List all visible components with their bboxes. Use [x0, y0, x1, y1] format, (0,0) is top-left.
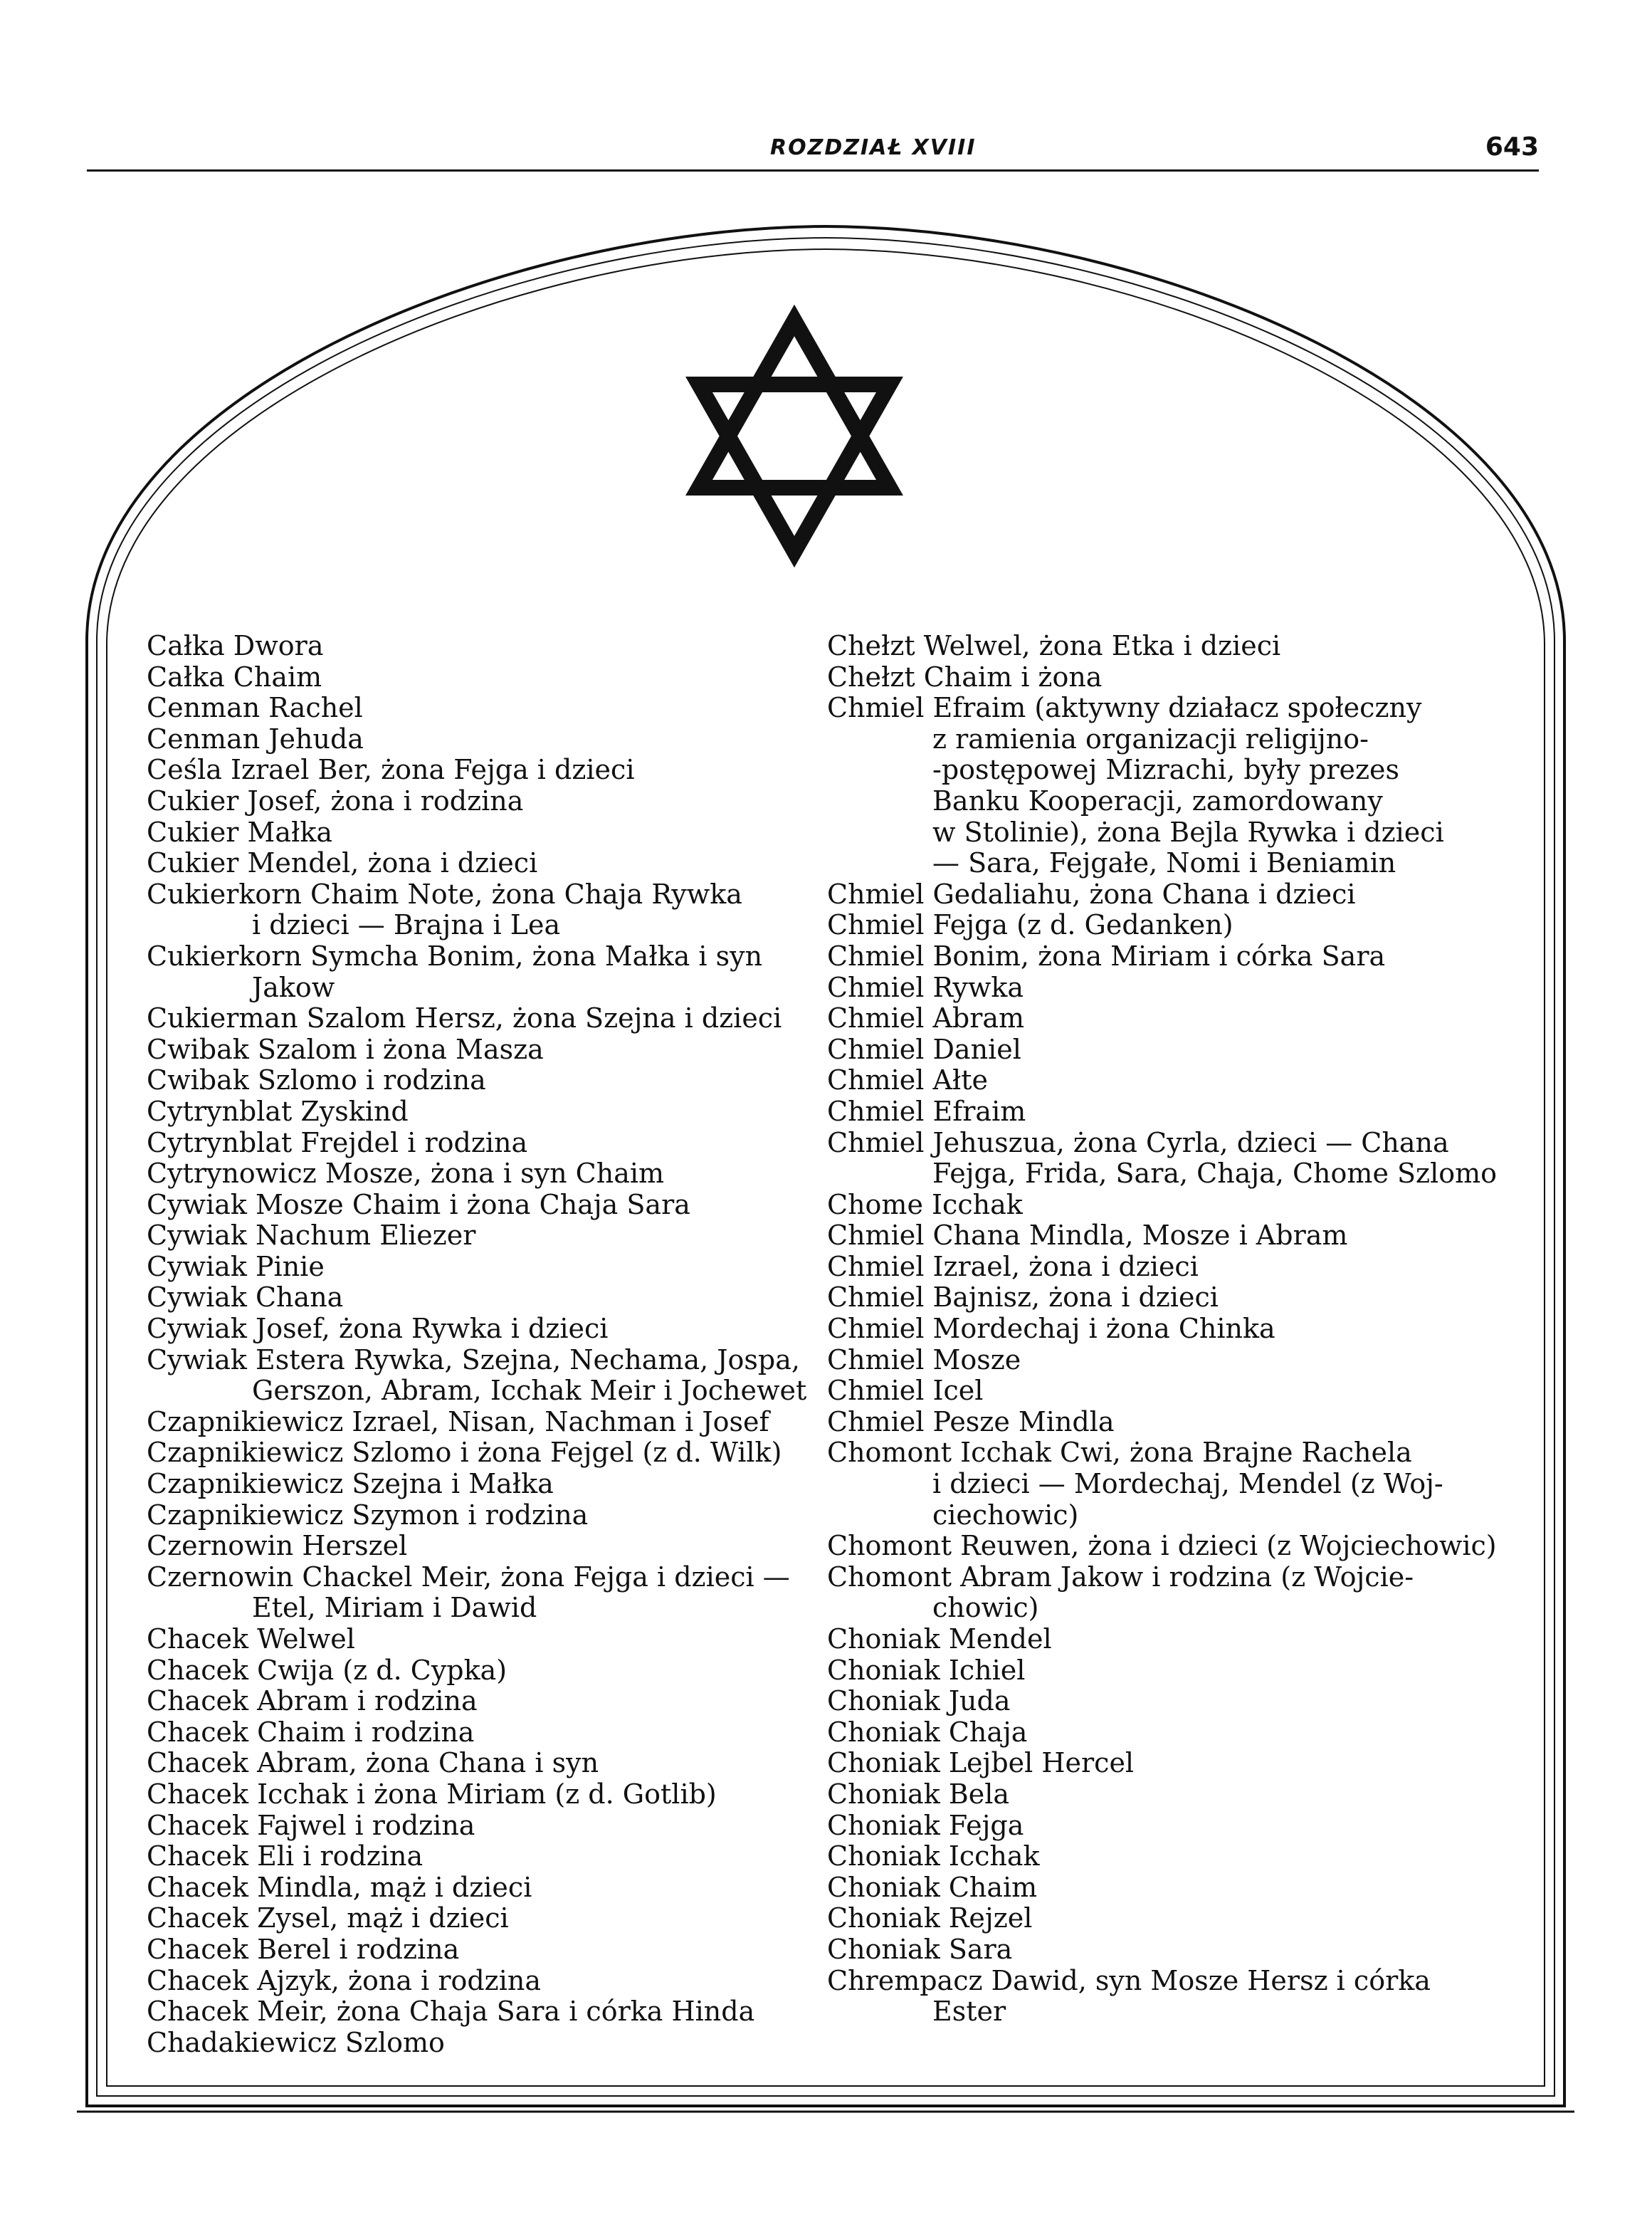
list-item [147, 1624, 809, 1655]
list-item [827, 1903, 1489, 1934]
entry-name: Cytrynblat Frejdel i rodzina [147, 1126, 528, 1158]
list-item [827, 1872, 1489, 1904]
entry-name: Chomont Icchak Cwi, żona Brajne Rachela [827, 1437, 1412, 1469]
entry-name: Chome Icchak [827, 1188, 1023, 1220]
list-item [827, 1779, 1489, 1810]
entry-name: Choniak Icchak [827, 1840, 1040, 1872]
list-item [147, 1841, 809, 1872]
list-item [147, 1252, 809, 1283]
list-item [147, 1903, 809, 1934]
entry-name: Cukierkorn Chaim Note, żona Chaja Rywka [147, 878, 742, 910]
list-item [147, 879, 809, 941]
entry-name: Cukierman Szalom Hersz, żona Szejna i dzieci [147, 1002, 782, 1034]
entry-name: Chmiel Efraim [827, 1095, 1026, 1127]
entry-name: Chmiel Gedaliahu, żona Chana i dzieci [827, 878, 1356, 910]
list-item [147, 1717, 809, 1749]
entry-name: Chmiel Abram [827, 1002, 1025, 1034]
entry-name: Chacek Cwija (z d. Cypka) [147, 1654, 507, 1686]
entry-name: Chmiel Icel [827, 1375, 984, 1407]
entry-name: Choniak Chaim [827, 1871, 1038, 1903]
entry-name: Chmiel Pesze Mindla [827, 1405, 1115, 1437]
list-item [147, 1314, 809, 1345]
list-item [147, 817, 809, 849]
entry-name: Choniak Lejbel Hercel [827, 1747, 1135, 1779]
list-item [827, 693, 1489, 879]
entry-continuation: Fejga, Frida, Sara, Chaja, Chome Szlomo [932, 1158, 1498, 1190]
entry-name: Choniak Juda [827, 1685, 1011, 1717]
entry-name: Cukierkorn Symcha Bonim, żona Małka i syn [147, 940, 763, 972]
list-item [147, 1065, 809, 1096]
list-item [147, 1128, 809, 1159]
entry-name: Chmiel Chana Mindla, Mosze i Abram [827, 1220, 1348, 1252]
entry-name: Cenman Rachel [147, 692, 363, 724]
entry-name: Cytrynowicz Mosze, żona i syn Chaim [147, 1158, 665, 1190]
entry-continuation: Etel, Miriam i Dawid [252, 1592, 537, 1624]
entry-name: Chacek Chaim i rodzina [147, 1716, 475, 1748]
list-item [147, 1345, 809, 1407]
list-item [147, 662, 809, 693]
list-item [147, 786, 809, 817]
entry-name: Cytrynblat Zyskind [147, 1095, 409, 1127]
entry-name: Chacek Berel i rodzina [147, 1933, 460, 1965]
list-item [827, 631, 1489, 662]
entry-continuation: Ester [932, 1996, 1006, 2028]
list-item [827, 910, 1489, 941]
entry-name: Chmiel Mordechaj i żona Chinka [827, 1313, 1275, 1345]
right-column [827, 630, 1498, 2028]
entry-name: Chmiel Izrael, żona i dzieci [827, 1250, 1199, 1282]
entry-name: Cwibak Szlomo i rodzina [147, 1064, 486, 1096]
entry-name: Czapnikiewicz Izrael, Nisan, Nachman i Josef [147, 1405, 769, 1437]
entry-name: Czapnikiewicz Szlomo i żona Fejgel (z d. Wilk) [147, 1437, 782, 1469]
list-item [147, 1407, 809, 1438]
list-item [827, 1252, 1489, 1283]
entry-name: Chmiel Jehuszua, żona Cyrla, dzieci — Chana [827, 1126, 1449, 1158]
entry-continuation: Gerszon, Abram, Icchak Meir i Jochewet [252, 1375, 807, 1407]
entry-continuation: Banku Kooperacji, zamordowany [932, 785, 1383, 817]
left-column [147, 631, 809, 2058]
entry-name: Chrempacz Dawid, syn Mosze Hersz i córka [827, 1964, 1431, 1996]
list-item [147, 1996, 809, 2028]
list-item [147, 1531, 809, 1562]
list-item [827, 1345, 1489, 1376]
entry-name: Cywiak Estera Rywka, Szejna, Nechama, Jospa, [147, 1343, 800, 1375]
list-item [827, 1530, 1497, 1562]
entry-name: Czernowin Chackel Meir, żona Fejga i dzieci — [147, 1561, 790, 1593]
list-item [827, 1624, 1489, 1655]
list-item [147, 1562, 809, 1624]
entry-name: Chomont Reuwen, żona i dzieci (z Wojciechowic) [827, 1530, 1497, 1562]
entry-continuation: ciechowic) [932, 1499, 1079, 1531]
entry-name: Ceśla Izrael Ber, żona Fejga i dzieci [147, 754, 635, 786]
list-item [147, 1934, 809, 1966]
list-item [147, 631, 809, 662]
entry-name: Chmiel Daniel [827, 1033, 1021, 1065]
list-item [827, 1220, 1489, 1252]
list-item [827, 662, 1489, 693]
entry-name: Chmiel Bonim, żona Miriam i córka Sara [827, 940, 1386, 972]
list-item [827, 1841, 1489, 1872]
list-item [827, 1003, 1489, 1034]
entry-name: Całka Dwora [147, 630, 324, 661]
list-item [147, 724, 809, 755]
list-item [147, 848, 809, 879]
list-item [827, 973, 1489, 1004]
entry-continuation: Jakow [252, 971, 335, 1003]
entry-name: Chmiel Bajnisz, żona i dzieci [827, 1282, 1219, 1314]
entry-name: Chmiel Rywka [827, 971, 1024, 1003]
list-item [827, 1126, 1498, 1190]
list-item [147, 1158, 809, 1190]
list-item [827, 1034, 1489, 1066]
list-item [147, 1096, 809, 1128]
entry-name: Choniak Mendel [827, 1623, 1052, 1655]
list-item [827, 1748, 1489, 1779]
entry-name: Cenman Jehuda [147, 723, 364, 755]
entry-name: Czapnikiewicz Szymon i rodzina [147, 1499, 589, 1531]
list-item [147, 1686, 809, 1717]
list-item [147, 1779, 809, 1810]
list-item [827, 1437, 1489, 1531]
list-item [827, 1407, 1489, 1438]
list-item [827, 941, 1489, 973]
entry-continuation: i dzieci — Mordechaj, Mendel (z Woj- [932, 1468, 1443, 1500]
list-item [827, 1282, 1489, 1314]
list-item [147, 941, 809, 1003]
list-item [147, 1437, 809, 1469]
entry-name: Czapnikiewicz Szejna i Małka [147, 1468, 554, 1500]
page-number: 643 [1485, 132, 1539, 162]
entry-name: Cywiak Josef, żona Rywka i dzieci [147, 1313, 609, 1345]
entry-name: Całka Chaim [147, 661, 322, 693]
list-item [827, 1562, 1489, 1624]
entry-name: Chacek Welwel [147, 1623, 355, 1655]
entry-name: Choniak Ichiel [827, 1654, 1026, 1686]
list-item [827, 1810, 1489, 1842]
list-item [147, 1282, 809, 1314]
entry-continuation: -postępowej Mizrachi, były prezes [932, 754, 1400, 786]
entry-name: Chełzt Chaim i żona [827, 661, 1103, 693]
list-item [147, 1500, 809, 1531]
list-item [147, 1872, 809, 1904]
entry-name: Cywiak Nachum Eliezer [147, 1220, 476, 1252]
list-item [147, 1190, 809, 1221]
entry-name: Chacek Abram, żona Chana i syn [147, 1747, 599, 1779]
list-item [147, 693, 809, 724]
entry-name: Cywiak Mosze Chaim i żona Chaja Sara [147, 1188, 690, 1220]
list-item [147, 1966, 809, 1997]
list-item [827, 1655, 1489, 1687]
entry-name: Chmiel Ałte [827, 1064, 988, 1096]
list-item [147, 1655, 809, 1687]
entry-name: Chacek Mindla, mąż i dzieci [147, 1871, 532, 1903]
entry-name: Chomont Abram Jakow i rodzina (z Wojcie- [827, 1561, 1414, 1593]
entry-name: Choniak Chaja [827, 1716, 1028, 1748]
entry-name: Chacek Icchak i żona Miriam (z d. Gotlib) [147, 1778, 717, 1810]
entry-name: Cukier Małka [147, 816, 333, 848]
list-item [147, 1220, 809, 1252]
entry-name: Cukier Josef, żona i rodzina [147, 785, 524, 817]
list-item [147, 1748, 809, 1779]
entry-name: Chmiel Efraim (aktywny działacz społeczny [827, 692, 1422, 724]
entry-name: Cywiak Chana [147, 1282, 344, 1314]
entry-name: Choniak Sara [827, 1933, 1013, 1965]
list-item [147, 1034, 809, 1066]
entry-name: Choniak Rejzel [827, 1902, 1033, 1934]
entry-name: Cwibak Szalom i żona Masza [147, 1033, 544, 1065]
list-item [827, 1065, 1489, 1096]
list-item [147, 755, 809, 786]
list-item [827, 1686, 1489, 1717]
entry-name: Cywiak Pinie [147, 1250, 325, 1282]
entry-name: Chacek Eli i rodzina [147, 1840, 423, 1872]
entry-continuation: z ramienia organizacji religijno- [932, 723, 1369, 755]
list-item [827, 879, 1489, 911]
entry-continuation: i dzieci — Brajna i Lea [252, 909, 561, 941]
entry-continuation: w Stolinie), żona Bejla Rywka i dzieci [932, 816, 1444, 848]
list-item [147, 1469, 809, 1500]
entry-name: Chacek Meir, żona Chaja Sara i córka Hinda [147, 1996, 755, 2028]
list-item [827, 1314, 1489, 1345]
entry-name: Cukier Mendel, żona i dzieci [147, 847, 538, 879]
entry-name: Czernowin Herszel [147, 1530, 408, 1562]
entry-name: Chmiel Fejga (z d. Gedanken) [827, 909, 1233, 941]
entry-name: Choniak Bela [827, 1778, 1010, 1810]
entry-name: Chacek Ajzyk, żona i rodzina [147, 1964, 541, 1996]
entry-name: Chmiel Mosze [827, 1343, 1021, 1375]
entry-continuation: — Sara, Fejgałe, Nomi i Beniamin [932, 847, 1396, 879]
list-item [827, 1934, 1489, 1966]
list-item [827, 1190, 1489, 1221]
entry-name: Choniak Fejga [827, 1809, 1024, 1841]
entry-name: Chadakiewicz Szlomo [147, 2026, 445, 2058]
entry-name: Chełzt Welwel, żona Etka i dzieci [827, 630, 1281, 661]
list-item [147, 2028, 809, 2059]
entry-name: Chacek Abram i rodzina [147, 1685, 478, 1717]
list-item [827, 1096, 1489, 1128]
list-item [147, 1003, 809, 1034]
entry-name: Chacek Zysel, mąż i dzieci [147, 1902, 509, 1934]
list-item [147, 1810, 809, 1842]
list-item [827, 1966, 1489, 2028]
list-item [827, 1717, 1489, 1749]
list-item [827, 1375, 1489, 1407]
entry-name: Chacek Fajwel i rodzina [147, 1809, 475, 1841]
chapter-title: ROZDZIAŁ XVIII [770, 135, 977, 160]
entry-continuation: chowic) [932, 1592, 1039, 1624]
